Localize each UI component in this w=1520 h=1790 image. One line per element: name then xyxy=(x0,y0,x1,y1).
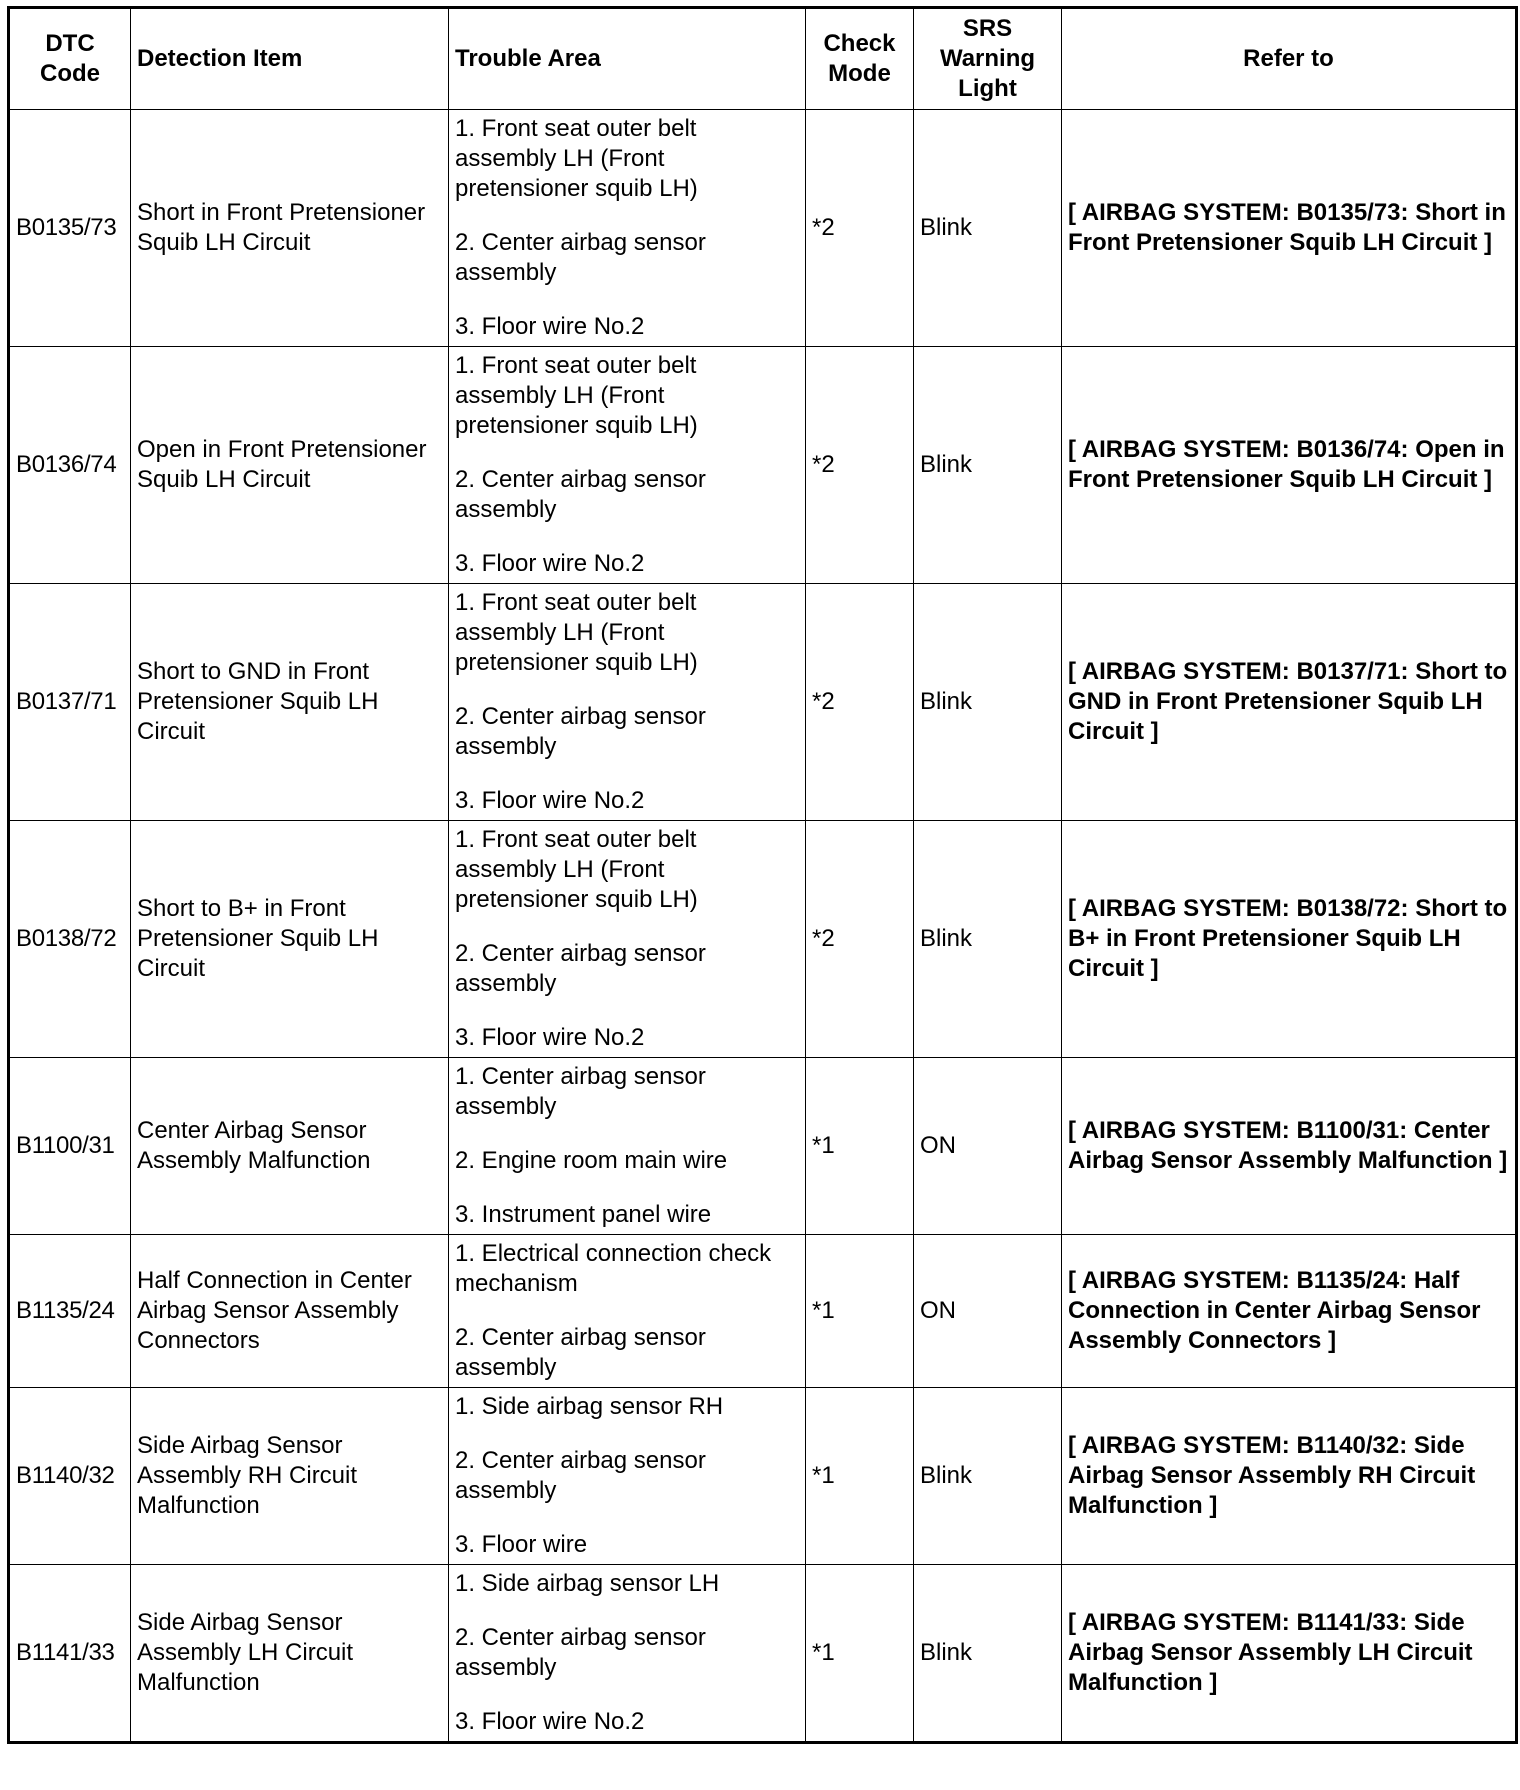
dtc-code-cell: B0136/74 xyxy=(9,347,131,584)
check-mode-cell: *2 xyxy=(806,584,914,821)
trouble-area-item: 3. Floor wire No.2 xyxy=(455,1024,645,1051)
trouble-area-list xyxy=(455,351,799,579)
check-mode-cell: *1 xyxy=(806,1058,914,1235)
trouble-area-item: 2. Center airbag sensor assembly xyxy=(455,1624,706,1681)
table-row xyxy=(9,1565,1517,1743)
refer-to-cell: [ AIRBAG SYSTEM: B0137/71: Short to GND in Front Pretensioner Squib LH Circuit ] xyxy=(1062,584,1517,821)
trouble-area-list xyxy=(455,114,799,342)
trouble-area-list xyxy=(455,1062,799,1230)
table-row xyxy=(9,347,1517,584)
trouble-area-item: 3. Floor wire xyxy=(455,1531,588,1558)
table-row xyxy=(9,1058,1517,1235)
trouble-area-cell xyxy=(449,1565,806,1743)
srs-warning-light-cell: ON xyxy=(914,1235,1062,1388)
header-detection-item: Detection Item xyxy=(131,8,449,110)
srs-warning-light-cell: Blink xyxy=(914,347,1062,584)
table-header xyxy=(9,8,1517,110)
trouble-area-item: 3. Instrument panel wire xyxy=(455,1201,712,1228)
trouble-area-cell xyxy=(449,584,806,821)
srs-warning-light-cell: Blink xyxy=(914,821,1062,1058)
dtc-code-cell: B1100/31 xyxy=(9,1058,131,1235)
table-row xyxy=(9,110,1517,347)
detection-item-cell: Short to B+ in Front Pretensioner Squib LH Circuit xyxy=(131,821,449,1058)
trouble-area-item: 1. Front seat outer belt assembly LH (Front pretensioner squib LH) xyxy=(455,115,698,202)
refer-to-cell: [ AIRBAG SYSTEM: B1100/31: Center Airbag Sensor Assembly Malfunction ] xyxy=(1062,1058,1517,1235)
refer-to-cell: [ AIRBAG SYSTEM: B1135/24: Half Connection in Center Airbag Sensor Assembly Connectors ] xyxy=(1062,1235,1517,1388)
trouble-area-item: 1. Front seat outer belt assembly LH (Front pretensioner squib LH) xyxy=(455,352,698,439)
trouble-area-item: 2. Center airbag sensor assembly xyxy=(455,1324,706,1381)
srs-warning-light-cell: ON xyxy=(914,1058,1062,1235)
check-mode-cell: *2 xyxy=(806,821,914,1058)
trouble-area-item: 1. Center airbag sensor assembly xyxy=(455,1063,706,1120)
srs-warning-light-cell: Blink xyxy=(914,1565,1062,1743)
header-check-mode: Check Mode xyxy=(806,8,914,110)
srs-warning-light-cell: Blink xyxy=(914,110,1062,347)
detection-item-cell: Center Airbag Sensor Assembly Malfunction xyxy=(131,1058,449,1235)
trouble-area-item: 1. Front seat outer belt assembly LH (Front pretensioner squib LH) xyxy=(455,589,698,676)
detection-item-cell: Side Airbag Sensor Assembly LH Circuit Malfunction xyxy=(131,1565,449,1743)
detection-item-cell: Short to GND in Front Pretensioner Squib LH Circuit xyxy=(131,584,449,821)
trouble-area-item: 1. Electrical connection check mechanism xyxy=(455,1240,772,1297)
table-row xyxy=(9,821,1517,1058)
dtc-code-cell: B0138/72 xyxy=(9,821,131,1058)
dtc-code-cell: B1140/32 xyxy=(9,1388,131,1565)
trouble-area-item: 1. Side airbag sensor RH xyxy=(455,1393,724,1420)
trouble-area-item: 2. Engine room main wire xyxy=(455,1147,728,1174)
dtc-table xyxy=(7,6,1518,1744)
check-mode-cell: *2 xyxy=(806,347,914,584)
trouble-area-item: 1. Front seat outer belt assembly LH (Front pretensioner squib LH) xyxy=(455,826,698,913)
detection-item-cell: Side Airbag Sensor Assembly RH Circuit Malfunction xyxy=(131,1388,449,1565)
detection-item-cell: Short in Front Pretensioner Squib LH Circuit xyxy=(131,110,449,347)
refer-to-cell: [ AIRBAG SYSTEM: B1141/33: Side Airbag Sensor Assembly LH Circuit Malfunction ] xyxy=(1062,1565,1517,1743)
dtc-code-cell: B1141/33 xyxy=(9,1565,131,1743)
trouble-area-item: 3. Floor wire No.2 xyxy=(455,550,645,577)
trouble-area-list xyxy=(455,825,799,1053)
trouble-area-cell xyxy=(449,347,806,584)
trouble-area-cell xyxy=(449,1058,806,1235)
srs-warning-light-cell: Blink xyxy=(914,1388,1062,1565)
trouble-area-item: 1. Side airbag sensor LH xyxy=(455,1570,720,1597)
check-mode-cell: *1 xyxy=(806,1388,914,1565)
trouble-area-cell xyxy=(449,1388,806,1565)
dtc-code-cell: B1135/24 xyxy=(9,1235,131,1388)
header-srs-warning-light: SRS Warning Light xyxy=(914,8,1062,110)
check-mode-cell: *1 xyxy=(806,1565,914,1743)
trouble-area-item: 2. Center airbag sensor assembly xyxy=(455,940,706,997)
detection-item-cell: Open in Front Pretensioner Squib LH Circuit xyxy=(131,347,449,584)
refer-to-cell: [ AIRBAG SYSTEM: B0138/72: Short to B+ in Front Pretensioner Squib LH Circuit ] xyxy=(1062,821,1517,1058)
trouble-area-list xyxy=(455,1392,799,1560)
trouble-area-item: 3. Floor wire No.2 xyxy=(455,313,645,340)
table-row xyxy=(9,1235,1517,1388)
trouble-area-item: 3. Floor wire No.2 xyxy=(455,787,645,814)
trouble-area-list xyxy=(455,1569,799,1737)
header-trouble-area: Trouble Area xyxy=(449,8,806,110)
trouble-area-list xyxy=(455,588,799,816)
trouble-area-item: 2. Center airbag sensor assembly xyxy=(455,703,706,760)
srs-warning-light-cell: Blink xyxy=(914,584,1062,821)
header-refer-to: Refer to xyxy=(1062,8,1517,110)
refer-to-cell: [ AIRBAG SYSTEM: B1140/32: Side Airbag Sensor Assembly RH Circuit Malfunction ] xyxy=(1062,1388,1517,1565)
table-row xyxy=(9,1388,1517,1565)
trouble-area-item: 2. Center airbag sensor assembly xyxy=(455,466,706,523)
trouble-area-item: 2. Center airbag sensor assembly xyxy=(455,1447,706,1504)
table-body xyxy=(9,110,1517,1743)
trouble-area-cell xyxy=(449,110,806,347)
trouble-area-cell xyxy=(449,1235,806,1388)
check-mode-cell: *1 xyxy=(806,1235,914,1388)
header-dtc-code: DTC Code xyxy=(9,8,131,110)
trouble-area-list xyxy=(455,1239,799,1383)
dtc-code-cell: B0135/73 xyxy=(9,110,131,347)
check-mode-cell: *2 xyxy=(806,110,914,347)
dtc-code-cell: B0137/71 xyxy=(9,584,131,821)
detection-item-cell: Half Connection in Center Airbag Sensor Assembly Connectors xyxy=(131,1235,449,1388)
trouble-area-item: 2. Center airbag sensor assembly xyxy=(455,229,706,286)
table-row xyxy=(9,584,1517,821)
refer-to-cell: [ AIRBAG SYSTEM: B0135/73: Short in Front Pretensioner Squib LH Circuit ] xyxy=(1062,110,1517,347)
trouble-area-item: 3. Floor wire No.2 xyxy=(455,1708,645,1735)
trouble-area-cell xyxy=(449,821,806,1058)
refer-to-cell: [ AIRBAG SYSTEM: B0136/74: Open in Front Pretensioner Squib LH Circuit ] xyxy=(1062,347,1517,584)
